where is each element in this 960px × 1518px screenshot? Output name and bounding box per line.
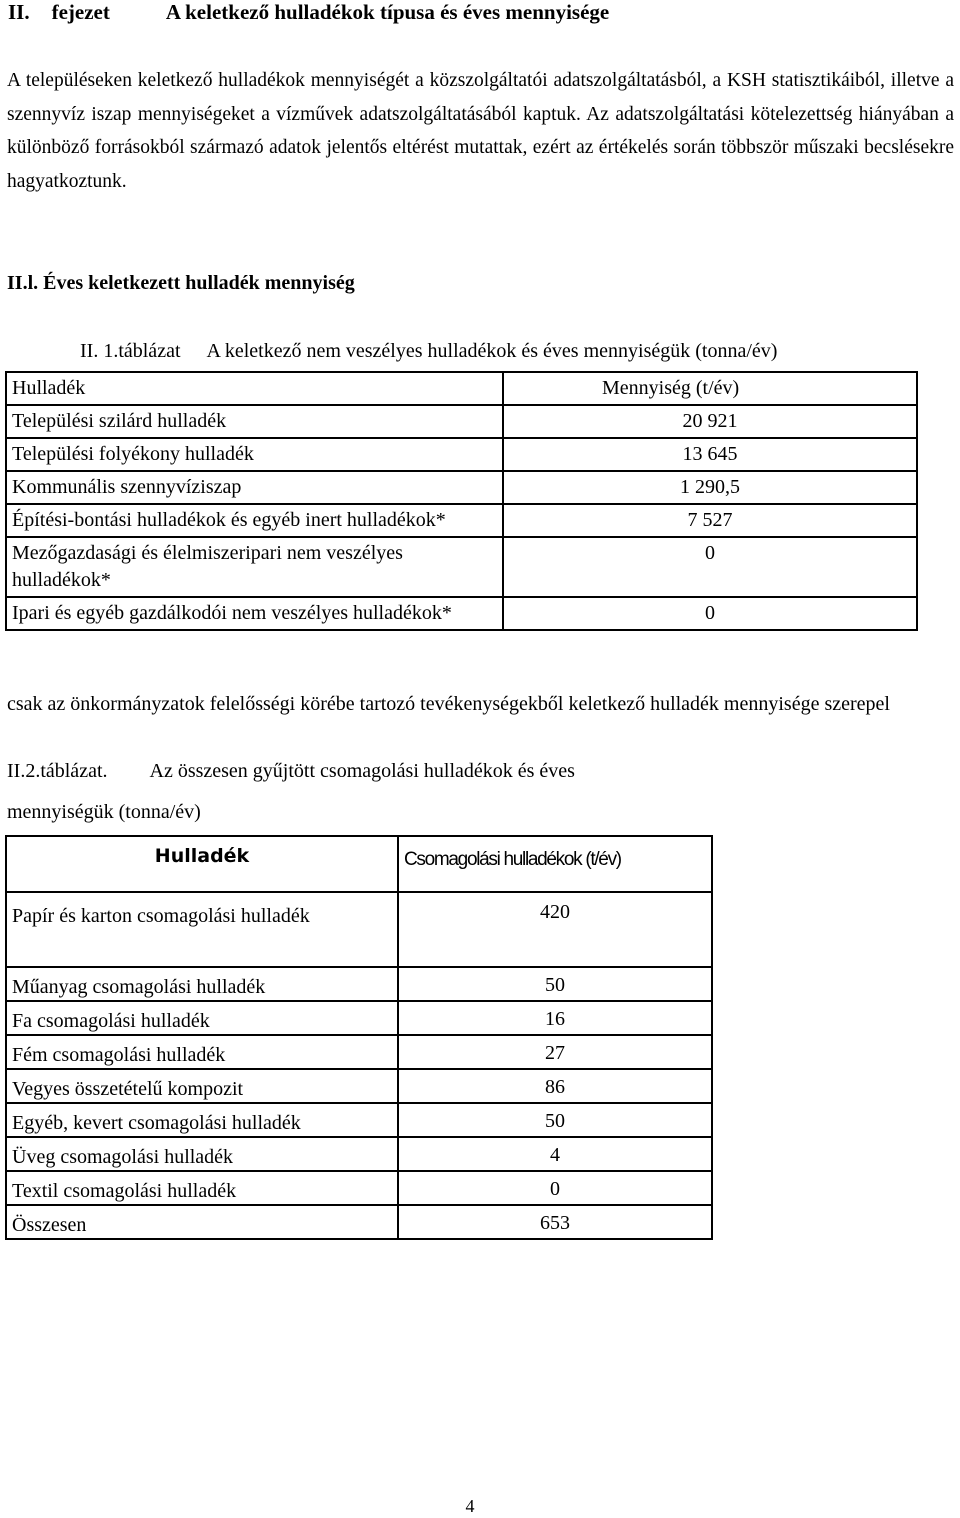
row-value: 16	[398, 1001, 712, 1035]
table-row	[6, 1035, 712, 1069]
intro-paragraph: A településeken keletkező hulladékok mennyiségét a közszolgáltatói adatszolgáltatásból, a KSH statisztikáiból, illetve a szennyvíz iszap mennyiségeket a vízművek adatszolgáltatásából kaptuk. Az adatszolgáltatási kötelezettség hiányában a különböző forrásokból származó adatok jelentős eltérést mutattak, ezért az értékelés során többször műszaki becslésekre hagyatkoztunk.	[7, 70, 954, 192]
row-value: 4	[398, 1137, 712, 1171]
row-name: Fa csomagolási hulladék	[6, 1001, 398, 1035]
section-title: II.l. Éves keletkezett hulladék mennyiség	[7, 272, 355, 294]
row-name: Textil csomagolási hulladék	[6, 1171, 398, 1205]
header-cell-quantity: Mennyiség (t/év)	[503, 372, 917, 405]
table2-caption	[7, 760, 575, 783]
row-name: Vegyes összetételű kompozit	[6, 1069, 398, 1103]
table-row	[6, 597, 917, 630]
row-value: 0	[503, 537, 917, 597]
chapter-heading	[8, 0, 609, 25]
row-value: 0	[398, 1171, 712, 1205]
row-value: 420	[398, 892, 712, 967]
row-value: 653	[398, 1205, 712, 1239]
table-header-row	[6, 372, 917, 405]
table1-caption	[80, 340, 777, 363]
row-name: Papír és karton csomagolási hulladék	[6, 892, 398, 967]
row-name: Üveg csomagolási hulladék	[6, 1137, 398, 1171]
row-value: 27	[398, 1035, 712, 1069]
table2-caption-text-line1: Az összesen gyűjtött csomagolási hulladékok és éves	[149, 760, 575, 782]
header-cell-waste: Hulladék	[6, 372, 503, 405]
row-name: Kommunális szennyvíziszap	[6, 471, 503, 504]
header-cell-waste: Hulladék	[6, 836, 398, 892]
packaging-waste-table	[5, 835, 713, 1240]
table1-footnote: csak az önkormányzatok felelősségi körébe tartozó tevékenységekből keletkező hulladék mennyisége szerepel	[7, 693, 890, 715]
row-name: Fém csomagolási hulladék	[6, 1035, 398, 1069]
row-value: 86	[398, 1069, 712, 1103]
table-row	[6, 1001, 712, 1035]
row-name: Települési folyékony hulladék	[6, 438, 503, 471]
row-name: Építési-bontási hulladékok és egyéb inert hulladékok*	[6, 504, 503, 537]
waste-quantity-table	[5, 371, 918, 631]
row-name: Összesen	[6, 1205, 398, 1239]
row-name: Települési szilárd hulladék	[6, 405, 503, 438]
row-value: 7 527	[503, 504, 917, 537]
row-value: 50	[398, 967, 712, 1001]
row-name: Egyéb, kevert csomagolási hulladék	[6, 1103, 398, 1137]
table-row	[6, 405, 917, 438]
row-value: 1 290,5	[503, 471, 917, 504]
table-row	[6, 1137, 712, 1171]
table1-caption-label: II. 1.táblázat	[80, 340, 181, 362]
row-value: 13 645	[503, 438, 917, 471]
table-row	[6, 967, 712, 1001]
row-name: Ipari és egyéb gazdálkodói nem veszélyes hulladékok*	[6, 597, 503, 630]
table-row	[6, 471, 917, 504]
table-row	[6, 537, 917, 597]
chapter-word: fejezet	[51, 0, 110, 24]
chapter-title: A keletkező hulladékok típusa és éves mennyisége	[165, 0, 610, 24]
table-row	[6, 1171, 712, 1205]
chapter-number: II.	[8, 0, 30, 24]
table-row	[6, 438, 917, 471]
row-name: Mezőgazdasági és élelmiszeripari nem veszélyes hulladékok*	[6, 537, 503, 597]
table-row	[6, 892, 712, 967]
header-cell-packaging-quantity: Csomagolási hulladékok (t/év)	[398, 836, 712, 892]
table-row	[6, 1205, 712, 1239]
table1-caption-text: A keletkező nem veszélyes hulladékok és éves mennyiségük (tonna/év)	[206, 340, 778, 362]
table-row	[6, 1103, 712, 1137]
table2-caption-label: II.2.táblázat.	[7, 760, 108, 782]
table2-caption-text-line2: mennyiségük (tonna/év)	[7, 801, 201, 823]
row-name: Műanyag csomagolási hulladék	[6, 967, 398, 1001]
row-value: 0	[503, 597, 917, 630]
row-value: 50	[398, 1103, 712, 1137]
table-header-row	[6, 836, 712, 892]
row-value: 20 921	[503, 405, 917, 438]
table-row	[6, 1069, 712, 1103]
table-row	[6, 504, 917, 537]
page-number: 4	[465, 1496, 475, 1516]
